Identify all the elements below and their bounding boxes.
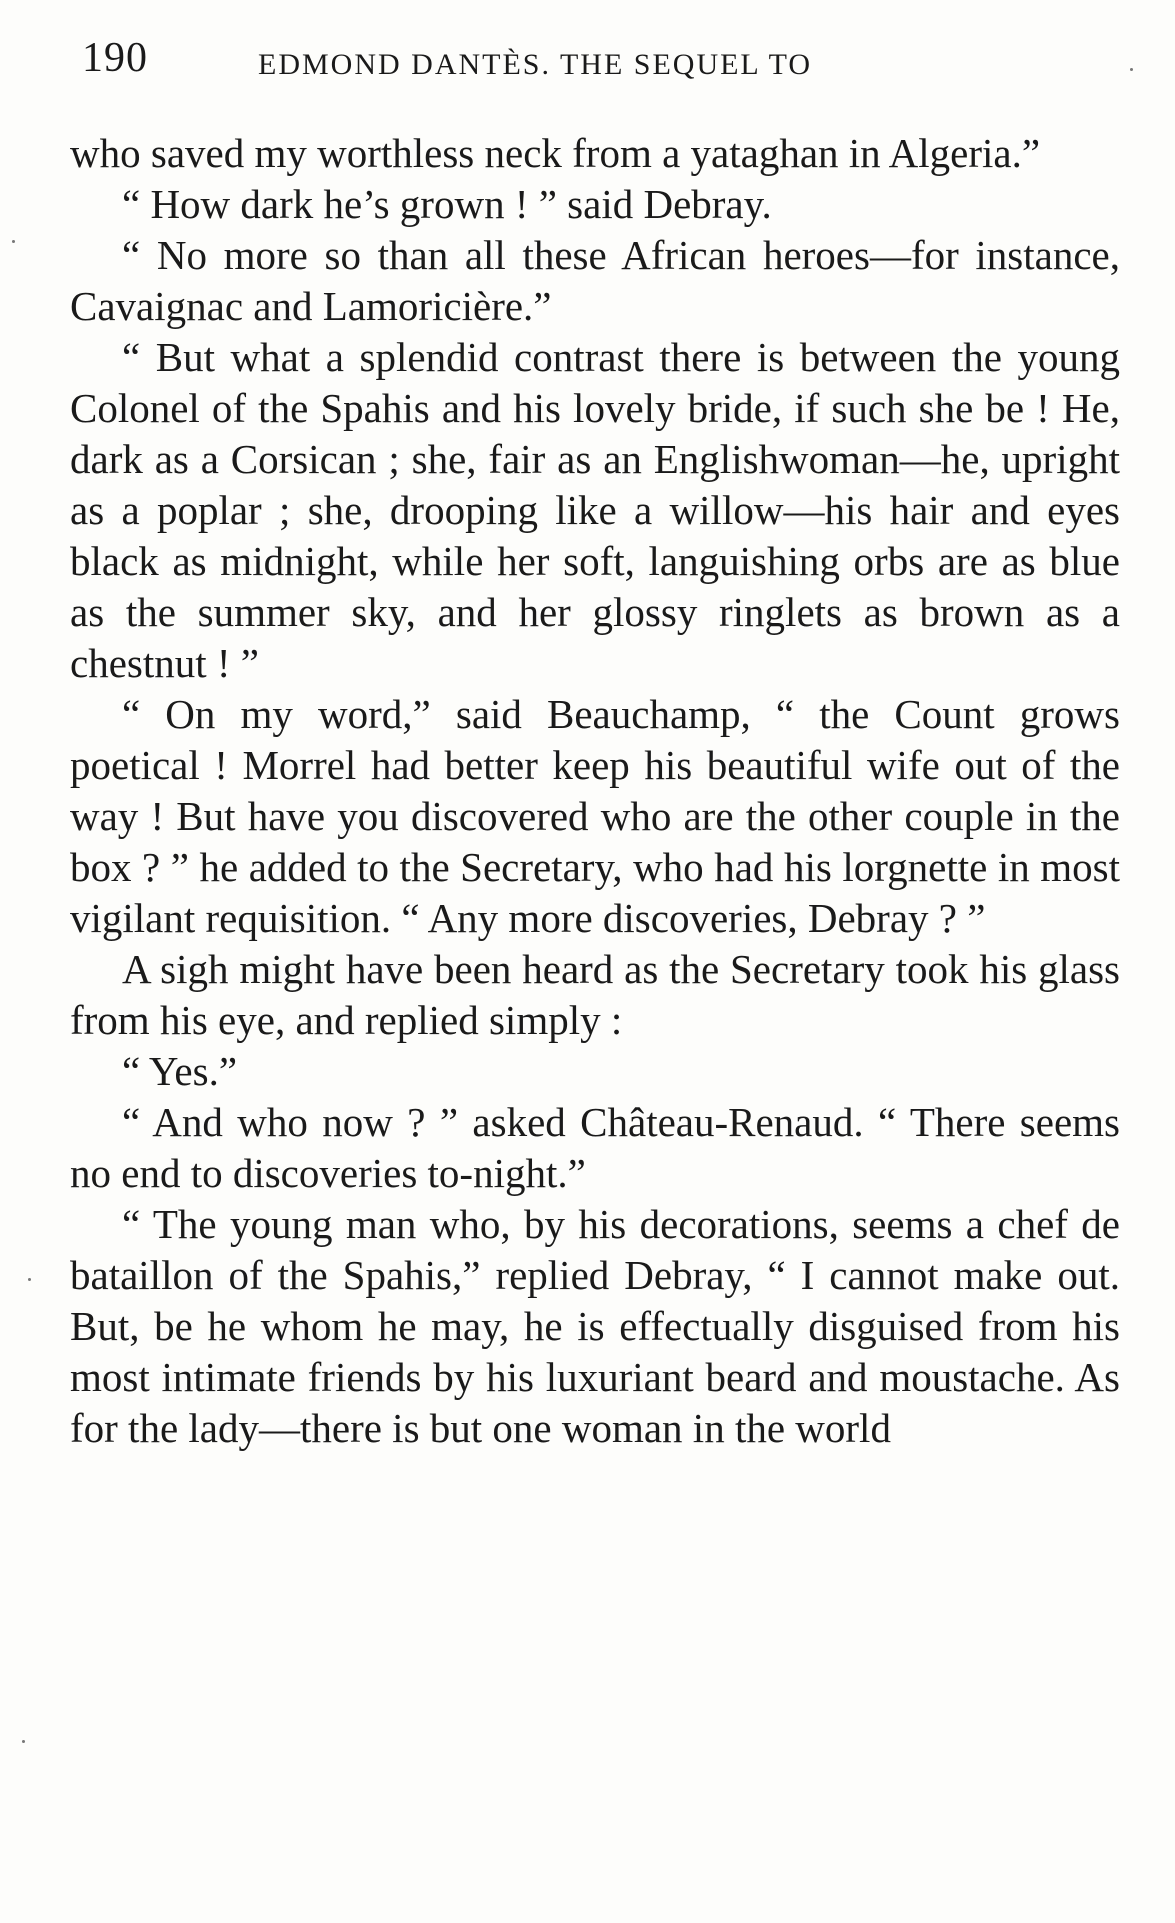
print-speck <box>1130 68 1133 71</box>
paragraph-8: “ And who now ? ” asked Château-Renaud. “ There seems no end to discoveries to-night.” <box>70 1099 1120 1196</box>
paragraph-5: “ On my word,” said Beauchamp, “ the Count grows poetical ! Morrel had better keep his beautiful wife out of the way ! But have you discovered who are the other couple in the box ? ” he added to the Secretary, who had his lorgnette in most vigilant requisition. “ Any more discoveries, Debray ? ” <box>70 691 1120 941</box>
paragraph-6: A sigh might have been heard as the Secretary took his glass from his eye, and replied simply : <box>70 946 1120 1043</box>
running-head: EDMOND DANTÈS. THE SEQUEL TO <box>258 48 813 81</box>
body-text <box>70 128 1120 1454</box>
paragraph-1: who saved my worthless neck from a yataghan in Algeria.” <box>70 130 1041 176</box>
paragraph-3: “ No more so than all these African heroes—for instance, Cavaignac and Lamoricière.” <box>70 232 1120 329</box>
paragraph-7: “ Yes.” <box>122 1048 238 1094</box>
print-speck <box>22 1740 25 1743</box>
print-speck <box>12 240 15 243</box>
page-header <box>82 34 1142 94</box>
print-speck <box>28 1278 31 1281</box>
paragraph-4: “ But what a splendid contrast there is between the young Colonel of the Spahis and his lovely bride, if such she be ! He, dark as a Corsican ; she, fair as an Englishwoman—he, upright as a poplar ; she, drooping like a willow—his hair and eyes black as midnight, while her soft, languishing orbs are as blue as the summer sky, and her glossy ringlets as brown as a chestnut ! ” <box>70 334 1120 686</box>
page-number: 190 <box>82 35 148 81</box>
paragraph-9: “ The young man who, by his decorations, seems a chef de bataillon of the Spahis,” replied Debray, “ I cannot make out. But, be he whom he may, he is effectually disguised from his most intimate friends by his luxuriant beard and moustache. As for the lady—there is but one woman in the world <box>70 1201 1120 1451</box>
paragraph-2: “ How dark he’s grown ! ” said Debray. <box>122 181 772 227</box>
